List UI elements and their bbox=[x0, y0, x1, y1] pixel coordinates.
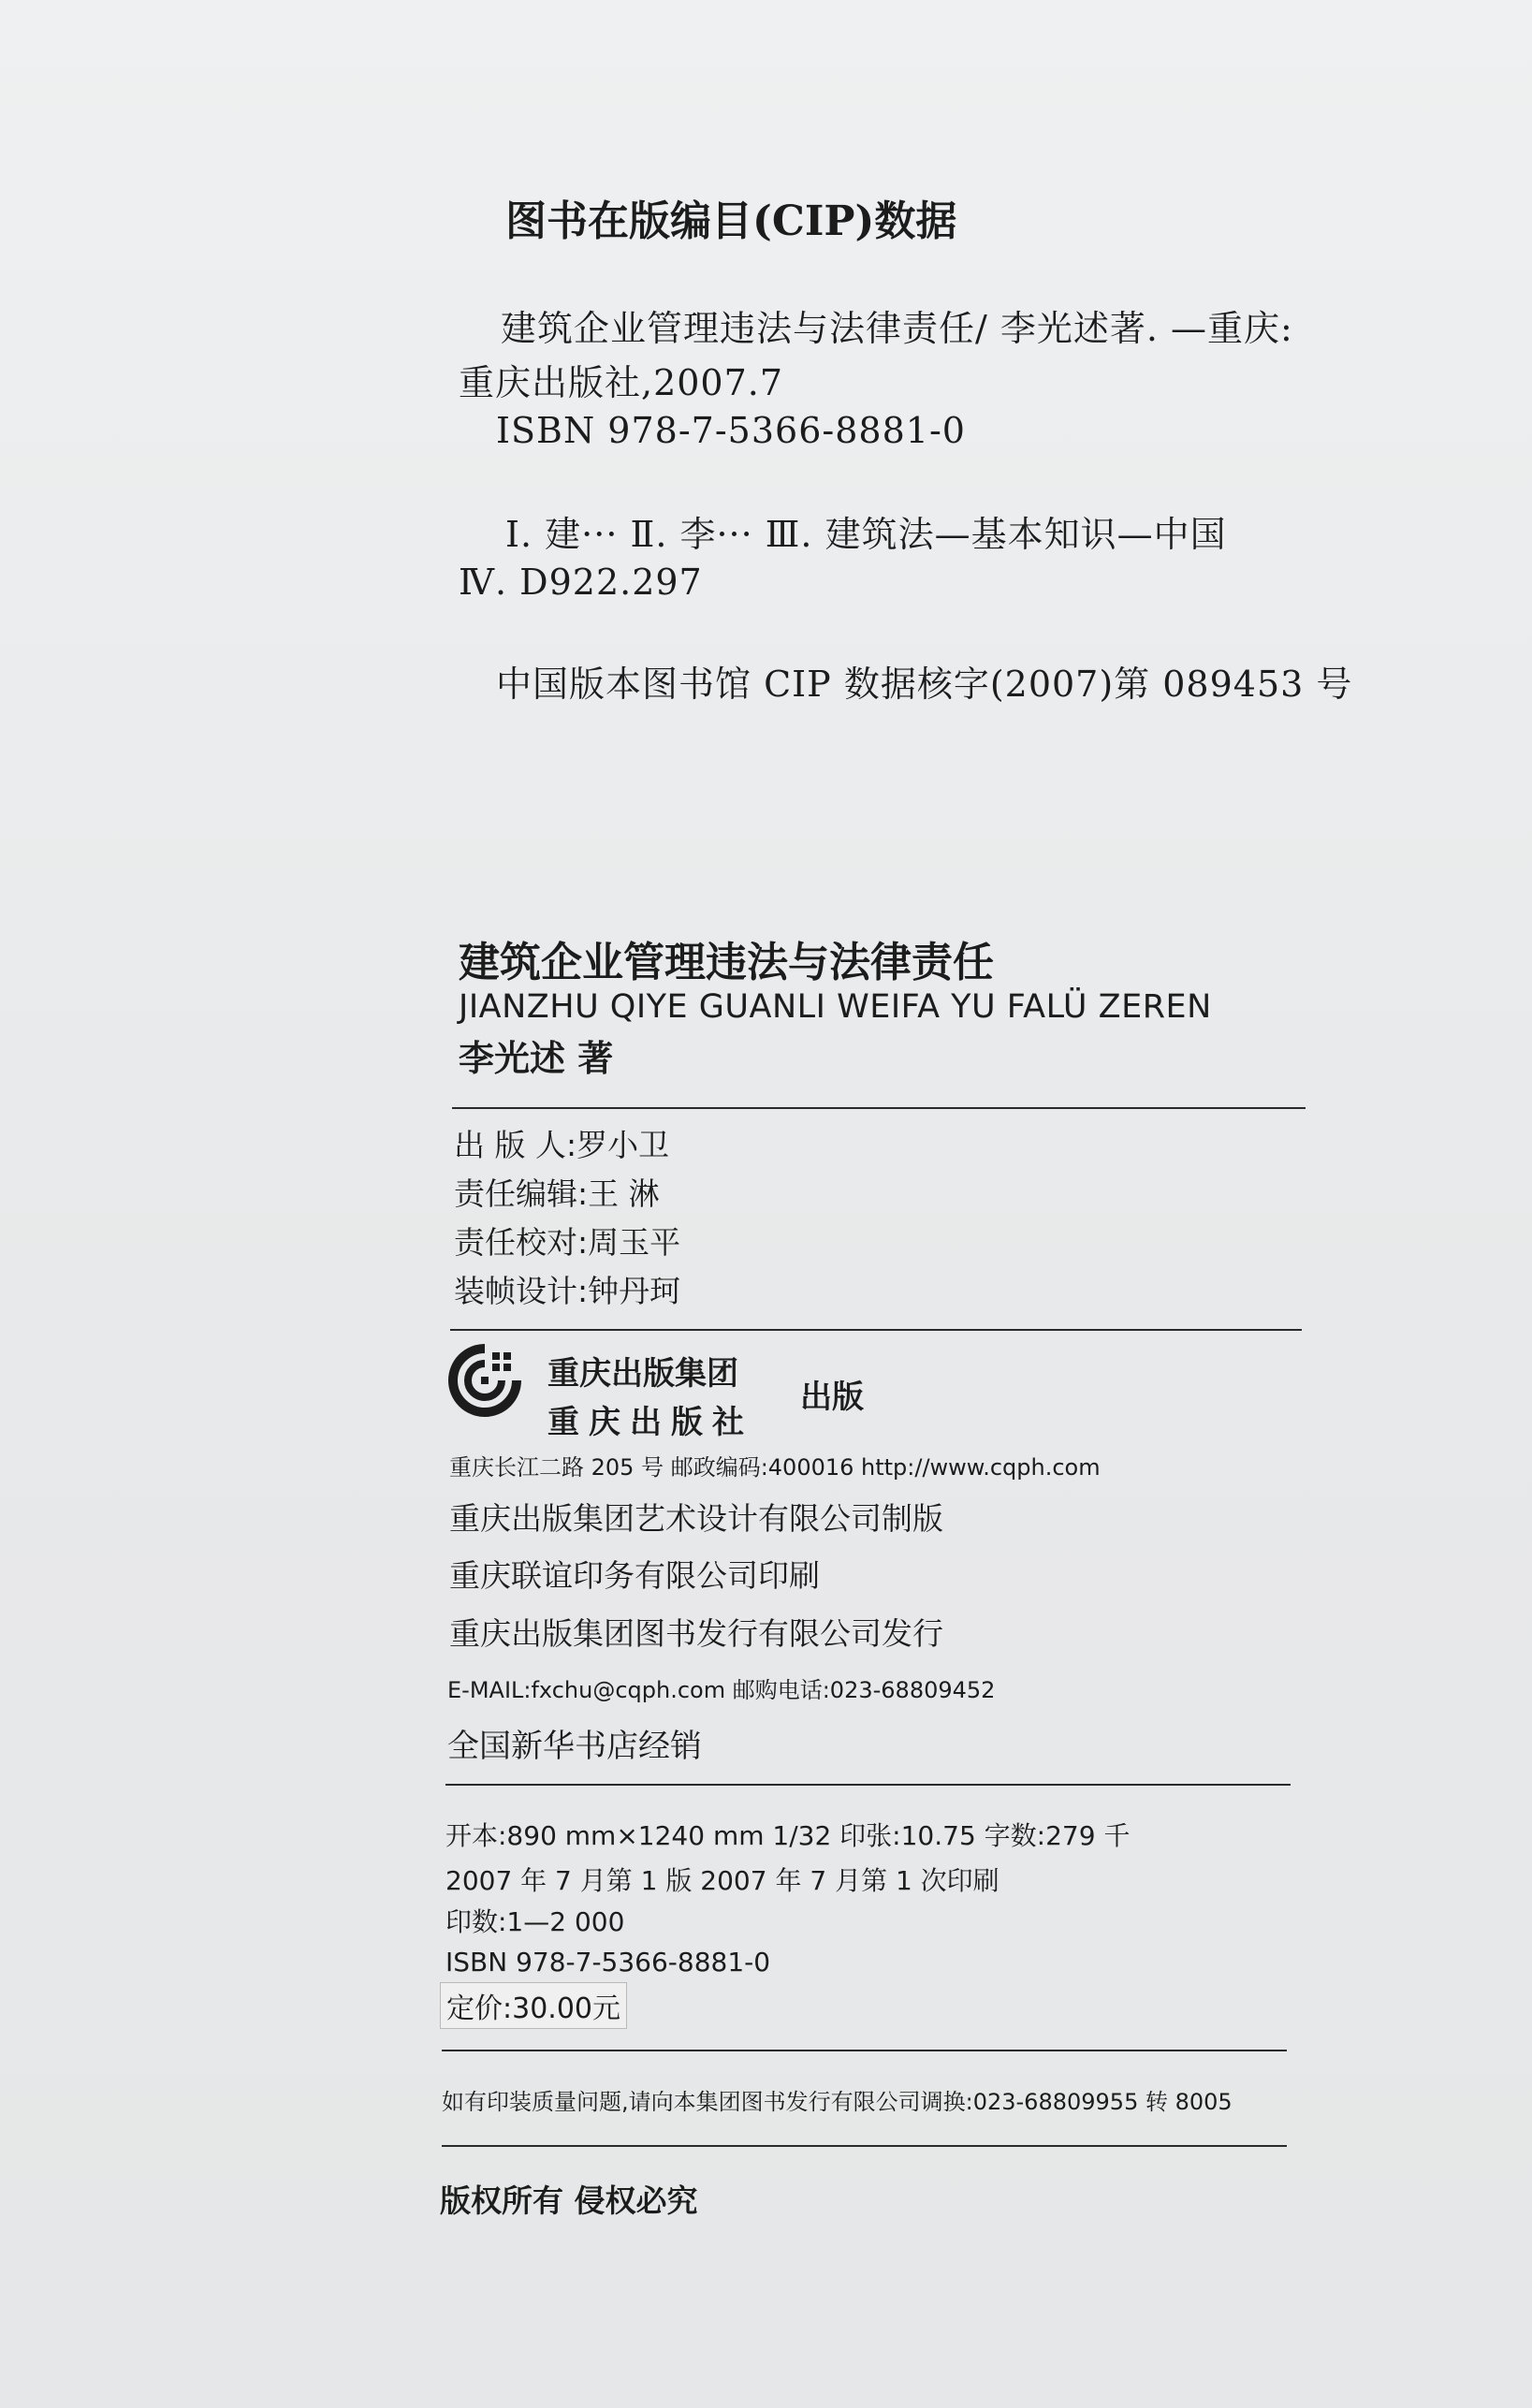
distributor: 重庆出版集团图书发行有限公司发行 bbox=[449, 1615, 943, 1652]
spec-isbn: ISBN 978-7-5366-8881-0 bbox=[445, 1947, 771, 1977]
cip-line-title: 建筑企业管理违法与法律责任/ 李光述著. —重庆: bbox=[501, 308, 1293, 349]
staff-editor: 责任编辑:王 淋 bbox=[454, 1175, 660, 1212]
book-author: 李光述 著 bbox=[459, 1038, 614, 1079]
printer: 重庆联谊印务有限公司印刷 bbox=[449, 1557, 820, 1594]
cip-heading: 图书在版编目(CIP)数据 bbox=[505, 197, 957, 245]
cip-line-publisher: 重庆出版社,2007.7 bbox=[459, 362, 784, 403]
book-pinyin: JIANZHU QIYE GUANLI WEIFA YU FALÜ ZEREN bbox=[459, 988, 1212, 1026]
spec-edition: 2007 年 7 月第 1 版 2007 年 7 月第 1 次印刷 bbox=[445, 1865, 999, 1896]
cip-line-record-number: 中国版本图书馆 CIP 数据核字(2007)第 089453 号 bbox=[496, 664, 1353, 705]
contact-info: E-MAIL:fxchu@cqph.com 邮购电话:023-68809452 bbox=[447, 1677, 996, 1703]
quality-notice: 如有印装质量问题,请向本集团图书发行有限公司调换:023-68809955 转 8005 bbox=[442, 2089, 1233, 2115]
divider bbox=[442, 2145, 1287, 2147]
publisher-house: 重庆出版社 bbox=[547, 1404, 753, 1441]
spec-format: 开本:890 mm×1240 mm 1/32 印张:10.75 字数:279 千 bbox=[445, 1820, 1131, 1851]
cip-line-subjects: Ⅰ. 建··· Ⅱ. 李··· Ⅲ. 建筑法—基本知识—中国 bbox=[505, 514, 1227, 555]
distribution: 全国新华书店经销 bbox=[447, 1728, 702, 1765]
divider bbox=[442, 2050, 1287, 2051]
copyright-notice: 版权所有 侵权必究 bbox=[440, 2182, 698, 2219]
cip-line-classification: Ⅳ. D922.297 bbox=[459, 562, 703, 603]
platemaker: 重庆出版集团艺术设计有限公司制版 bbox=[449, 1500, 943, 1537]
divider bbox=[452, 1107, 1306, 1109]
price-label: 定价:30.00元 bbox=[440, 1982, 627, 2029]
staff-proofreader: 责任校对:周玉平 bbox=[454, 1224, 681, 1261]
divider bbox=[445, 1784, 1291, 1786]
cip-line-isbn: ISBN 978-7-5366-8881-0 bbox=[496, 410, 966, 451]
staff-designer: 装帧设计:钟丹珂 bbox=[454, 1273, 681, 1309]
divider bbox=[450, 1329, 1302, 1331]
spec-print-run: 印数:1—2 000 bbox=[445, 1906, 625, 1937]
publisher-group: 重庆出版集团 bbox=[547, 1355, 738, 1393]
book-title: 建筑企业管理违法与法律责任 bbox=[459, 939, 994, 986]
publisher-address: 重庆长江二路 205 号 邮政编码:400016 http://www.cqph.com bbox=[449, 1454, 1101, 1481]
publisher-label: 出版 bbox=[800, 1379, 864, 1416]
staff-publisher: 出 版 人:罗小卫 bbox=[454, 1127, 670, 1163]
cqph-logo-icon bbox=[447, 1343, 522, 1418]
